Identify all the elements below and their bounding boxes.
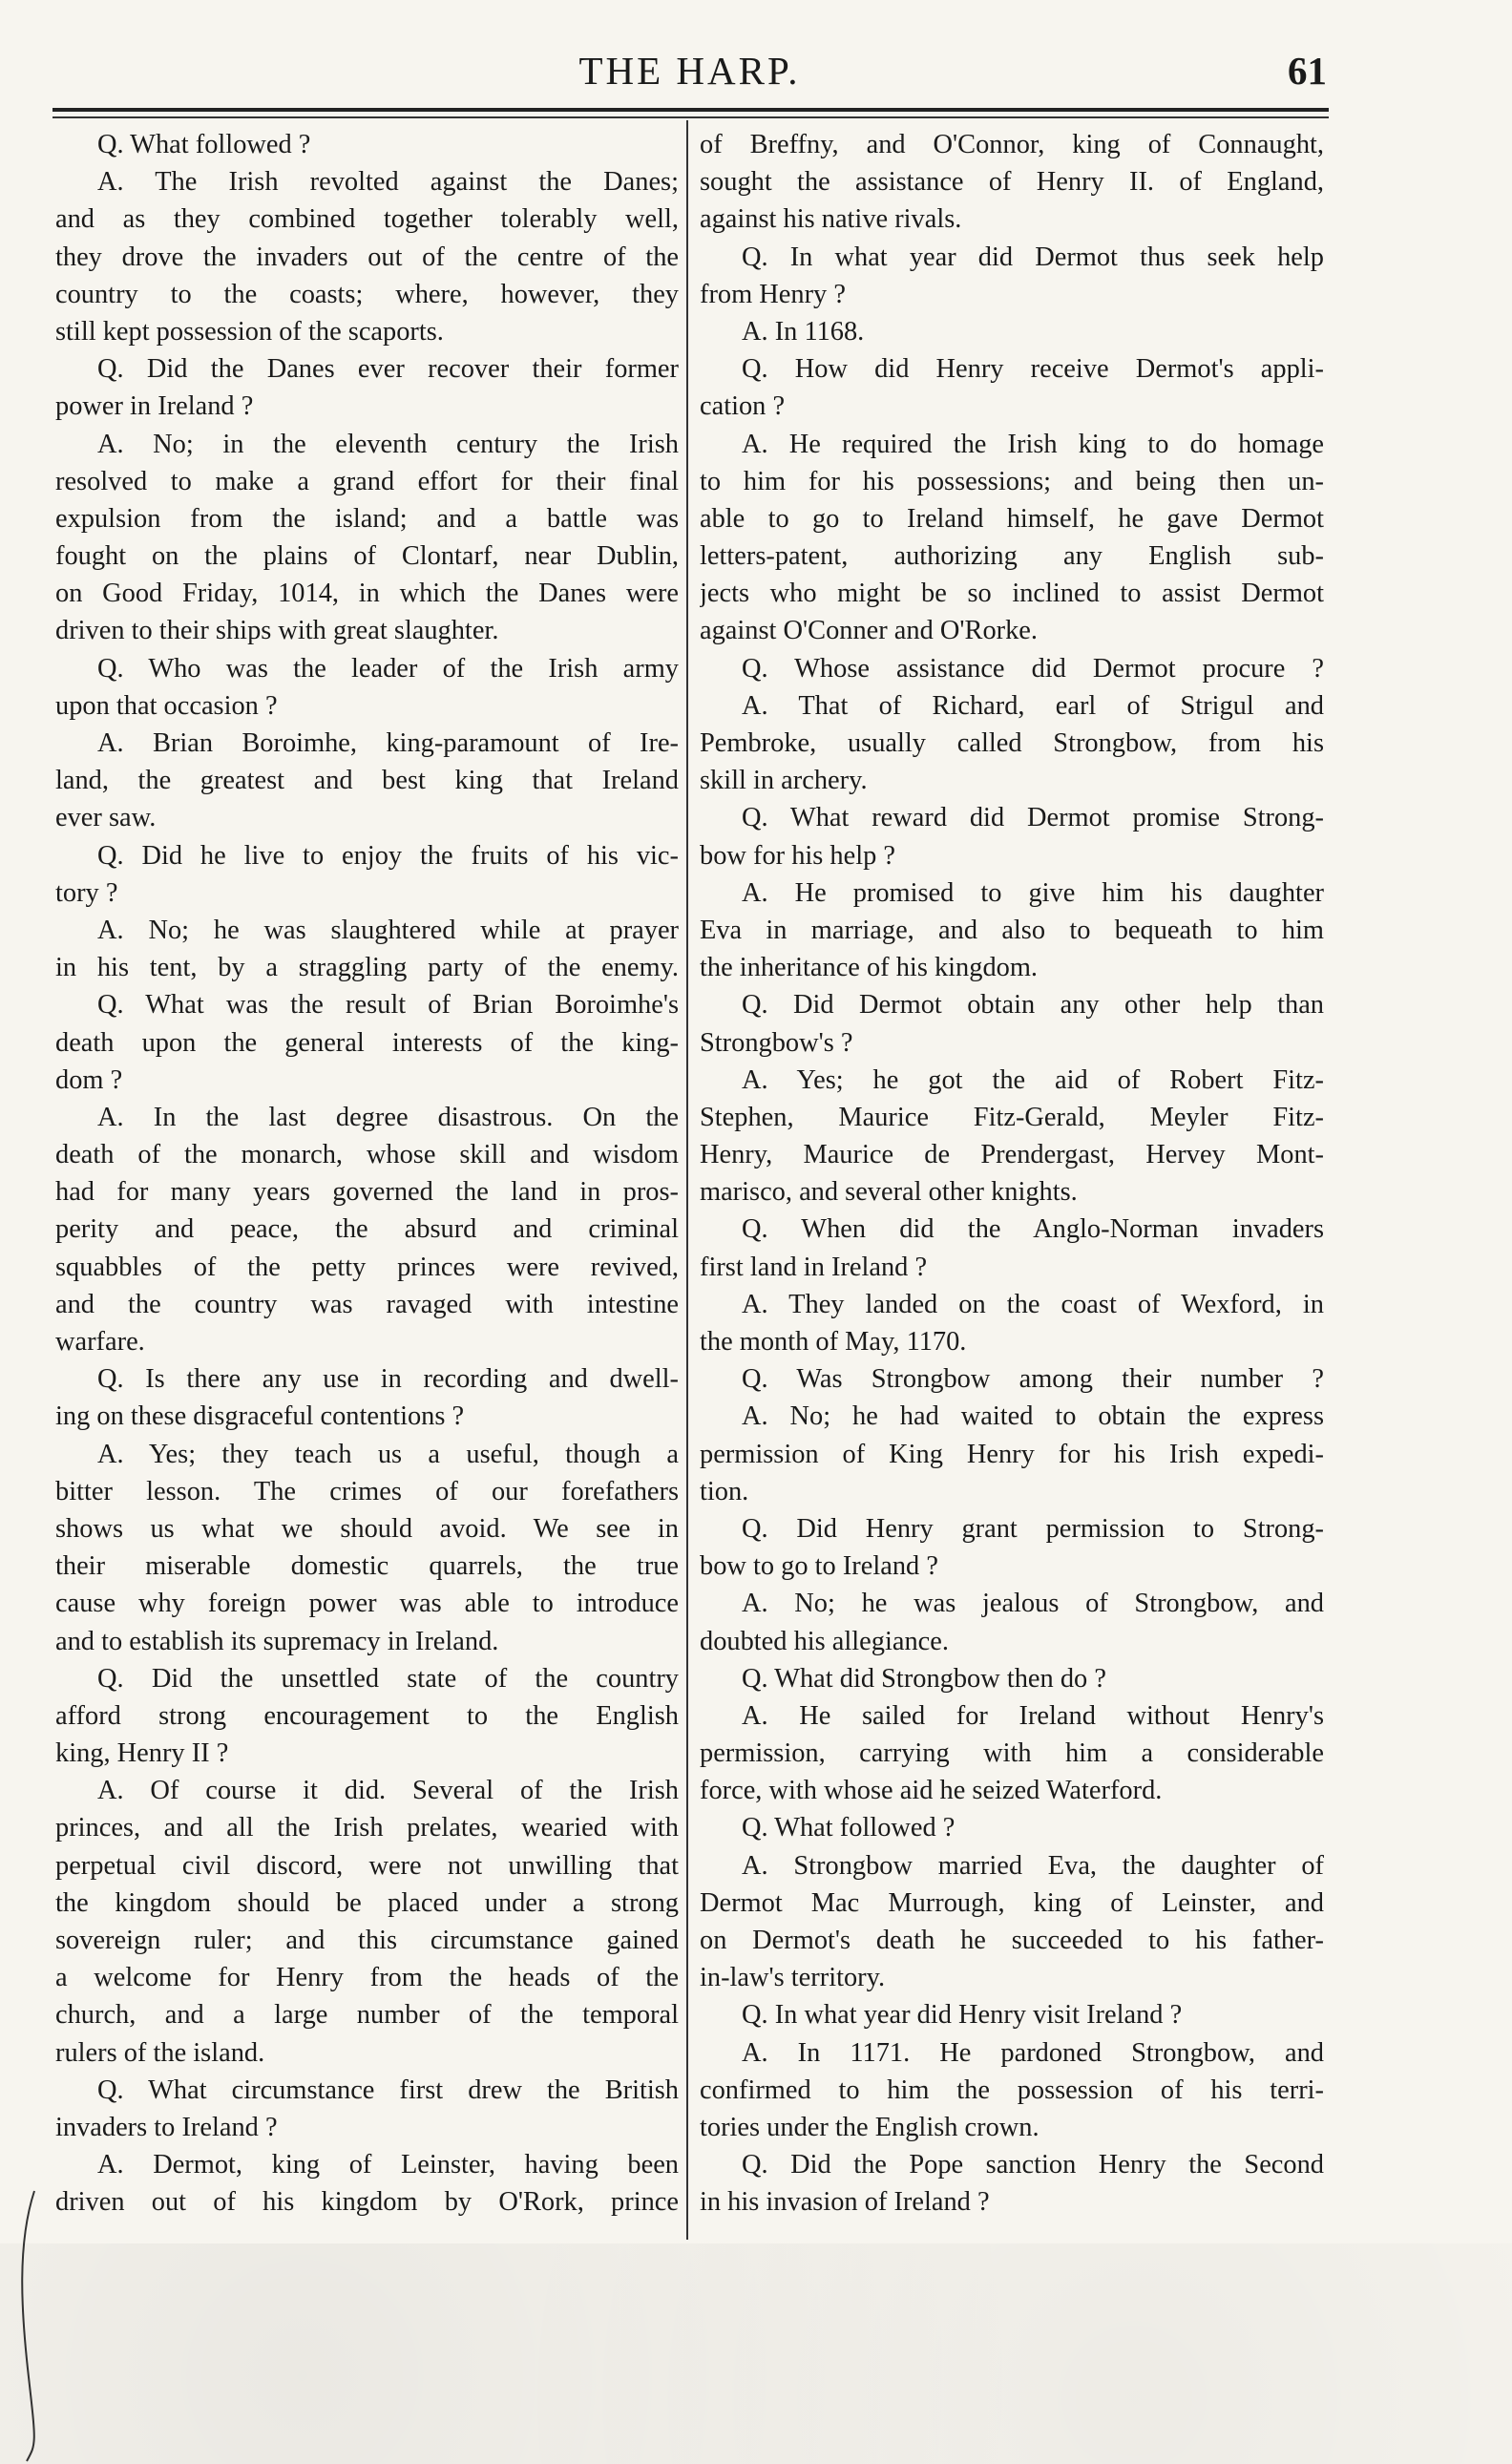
text-line: jects who might be so inclined to assist Dermot [700, 579, 1324, 609]
text-line: permission of King Henry for his Irish expedi- [700, 1439, 1324, 1469]
text-line: Q. Who was the leader of the Irish army [97, 653, 679, 684]
text-line: Pembroke, usually called Strongbow, from his [700, 728, 1324, 758]
text-line: land, the greatest and best king that Ireland [55, 766, 679, 796]
scan-noise [0, 2243, 1512, 2464]
text-line: doubted his allegiance. [700, 1626, 949, 1656]
text-line: Strongbow's ? [700, 1027, 853, 1058]
text-line: power in Ireland ? [55, 391, 254, 422]
text-line: A. They landed on the coast of Wexford, in [742, 1289, 1324, 1319]
text-line: force, with whose aid he seized Waterford. [700, 1776, 1163, 1806]
text-line: invaders to Ireland ? [55, 2112, 278, 2142]
text-line: A. Brian Boroimhe, king-paramount of Ire- [97, 728, 679, 758]
text-line: shows us what we should avoid. We see in [55, 1513, 679, 1544]
text-line: country to the coasts; where, however, they [55, 279, 679, 309]
text-line: A. Dermot, king of Leinster, having been [97, 2150, 679, 2180]
text-line: the kingdom should be placed under a strong [55, 1887, 679, 1918]
text-line: warfare. [55, 1327, 145, 1357]
text-line: marisco, and several other knights. [700, 1177, 1078, 1208]
text-line: death upon the general interests of the king- [55, 1027, 679, 1058]
text-line: king, Henry II ? [55, 1738, 229, 1769]
text-line: sovereign ruler; and this circumstance gained [55, 1926, 679, 1955]
page-title: THE HARP. [578, 49, 801, 93]
page-header [52, 48, 1327, 105]
text-line: A. In the last degree disastrous. On the [97, 1102, 679, 1132]
text-line: letters-patent, authorizing any English sub- [700, 541, 1324, 572]
text-line: from Henry ? [700, 279, 846, 309]
text-line: princes, and all the Irish prelates, wearied with [55, 1813, 679, 1843]
text-line: bitter lesson. The crimes of our forefathers [55, 1476, 679, 1506]
text-line: A. The Irish revolted against the Danes; [97, 167, 679, 198]
text-line: dom ? [55, 1064, 123, 1095]
text-line: driven out of his kingdom by O'Rork, prince [55, 2187, 679, 2218]
text-line: on Dermot's death he succeeded to his father- [700, 1926, 1324, 1955]
text-line: rulers of the island. [55, 2037, 265, 2068]
text-line: and to establish its supremacy in Ireland. [55, 1626, 499, 1656]
text-line: A. Yes; he got the aid of Robert Fitz- [742, 1064, 1324, 1095]
text-line: A. No; he was slaughtered while at prayer [97, 915, 679, 945]
text-line: upon that occasion ? [55, 690, 278, 721]
text-line: the month of May, 1170. [700, 1327, 967, 1357]
text-line: tion. [700, 1476, 749, 1506]
text-line: Q. Did the Danes ever recover their former [97, 354, 679, 385]
text-line: A. That of Richard, earl of Strigul and [742, 690, 1324, 721]
text-line: they drove the invaders out of the centre of the [55, 242, 679, 272]
text-line: permission, carrying with him a considerable [700, 1738, 1324, 1769]
text-line: Henry, Maurice de Prendergast, Hervey Mont- [700, 1140, 1324, 1170]
text-line: A. Strongbow married Eva, the daughter of [742, 1850, 1324, 1881]
text-line: bow to go to Ireland ? [700, 1551, 938, 1582]
text-line: skill in archery. [700, 766, 868, 796]
text-line: in his tent, by a straggling party of the enemy. [55, 953, 679, 983]
header-rule-thin [52, 116, 1329, 118]
text-line: afford strong encouragement to the English [55, 1700, 679, 1731]
text-line: fought on the plains of Clontarf, near Dublin, [55, 541, 679, 572]
left-column [55, 126, 679, 2222]
text-line: Q. What was the result of Brian Boroimhe's [97, 990, 679, 1021]
right-column [700, 126, 1324, 2222]
text-line: Q. When did the Anglo-Norman invaders [742, 1214, 1324, 1245]
text-line: bow for his help ? [700, 840, 896, 871]
text-line: Q. What reward did Dermot promise Strong- [742, 803, 1324, 833]
page-number: 61 [1288, 49, 1327, 93]
text-line: A. No; he had waited to obtain the express [742, 1401, 1324, 1432]
text-line: tory ? [55, 877, 118, 908]
text-line: cause why foreign power was able to introduce [55, 1589, 679, 1619]
text-line: Q. Was Strongbow among their number ? [742, 1364, 1324, 1395]
text-line: Eva in marriage, and also to bequeath to him [700, 915, 1324, 945]
text-line: death of the monarch, whose skill and wisdom [55, 1140, 679, 1170]
text-line: in-law's territory. [700, 1963, 886, 1993]
text-line: A. He required the Irish king to do homage [742, 429, 1324, 459]
text-line: A. He sailed for Ireland without Henry's [742, 1700, 1324, 1731]
text-line: the inheritance of his kingdom. [700, 953, 1039, 983]
text-line: Q. What followed ? [97, 130, 311, 159]
text-line: A. Of course it did. Several of the Irish [97, 1776, 679, 1806]
text-line: Q. How did Henry receive Dermot's appli- [742, 354, 1324, 385]
text-line: their miserable domestic quarrels, the true [55, 1551, 679, 1582]
text-line: ever saw. [55, 803, 157, 833]
text-line: still kept possession of the scaports. [55, 316, 444, 347]
text-line: Q. Whose assistance did Dermot procure ? [742, 653, 1324, 684]
text-line: of Breffny, and O'Connor, king of Connaught, [700, 130, 1324, 159]
text-line: against his native rivals. [700, 204, 962, 235]
text-line: cation ? [700, 391, 786, 422]
text-line: first land in Ireland ? [700, 1252, 928, 1282]
text-line: expulsion from the island; and a battle was [55, 503, 679, 534]
column-divider [686, 120, 688, 2240]
text-line: perpetual civil discord, were not unwilling that [55, 1850, 679, 1881]
text-line: Stephen, Maurice Fitz-Gerald, Meyler Fitz- [700, 1102, 1324, 1132]
text-line: A. In 1168. [742, 316, 865, 347]
text-line: able to go to Ireland himself, he gave Dermot [700, 503, 1324, 534]
text-line: squabbles of the petty princes were revived, [55, 1252, 679, 1282]
text-line: and the country was ravaged with intestine [55, 1289, 679, 1319]
text-line: driven to their ships with great slaughter. [55, 616, 499, 646]
text-line: ing on these disgraceful contentions ? [55, 1401, 465, 1432]
text-line: tories under the English crown. [700, 2112, 1040, 2142]
text-line: in his invasion of Ireland ? [700, 2187, 990, 2218]
text-line: on Good Friday, 1014, in which the Danes were [55, 579, 679, 609]
text-line: Q. In what year did Dermot thus seek help [742, 242, 1324, 272]
text-line: Q. What circumstance first drew the British [97, 2074, 679, 2105]
text-line: resolved to make a grand effort for their final [55, 466, 679, 496]
text-line: A. Yes; they teach us a useful, though a [97, 1439, 679, 1469]
text-line: Q. Did he live to enjoy the fruits of his vic- [97, 840, 679, 871]
text-line: Q. Did the Pope sanction Henry the Second [742, 2150, 1324, 2180]
text-line: church, and a large number of the temporal [55, 2000, 679, 2031]
text-line: A. In 1171. He pardoned Strongbow, and [742, 2037, 1324, 2068]
text-line: Q. Did the unsettled state of the country [97, 1663, 679, 1694]
text-line: Q. What did Strongbow then do ? [742, 1663, 1106, 1694]
text-line: to him for his possessions; and being then un- [700, 466, 1324, 496]
header-rule-thick [52, 108, 1329, 112]
text-line: sought the assistance of Henry II. of England, [700, 167, 1324, 198]
text-line: A. He promised to give him his daughter [742, 877, 1324, 908]
text-line: A. No; in the eleventh century the Irish [97, 429, 679, 459]
text-line: Q. Did Henry grant permission to Strong- [742, 1513, 1324, 1544]
text-line: Q. In what year did Henry visit Ireland ? [742, 2000, 1183, 2031]
text-line: confirmed to him the possession of his terri- [700, 2074, 1324, 2105]
text-line: against O'Conner and O'Rorke. [700, 616, 1038, 646]
text-line: Q. What followed ? [742, 1813, 956, 1843]
text-line: a welcome for Henry from the heads of the [55, 1963, 679, 1993]
text-line: Q. Did Dermot obtain any other help than [742, 990, 1324, 1021]
text-line: had for many years governed the land in pros- [55, 1177, 679, 1208]
text-line: Q. Is there any use in recording and dwell- [97, 1364, 679, 1395]
text-line: and as they combined together tolerably well, [55, 204, 679, 235]
text-line: Dermot Mac Murrough, king of Leinster, and [700, 1887, 1324, 1918]
text-line: A. No; he was jealous of Strongbow, and [742, 1589, 1324, 1619]
text-line: perity and peace, the absurd and criminal [55, 1214, 679, 1245]
